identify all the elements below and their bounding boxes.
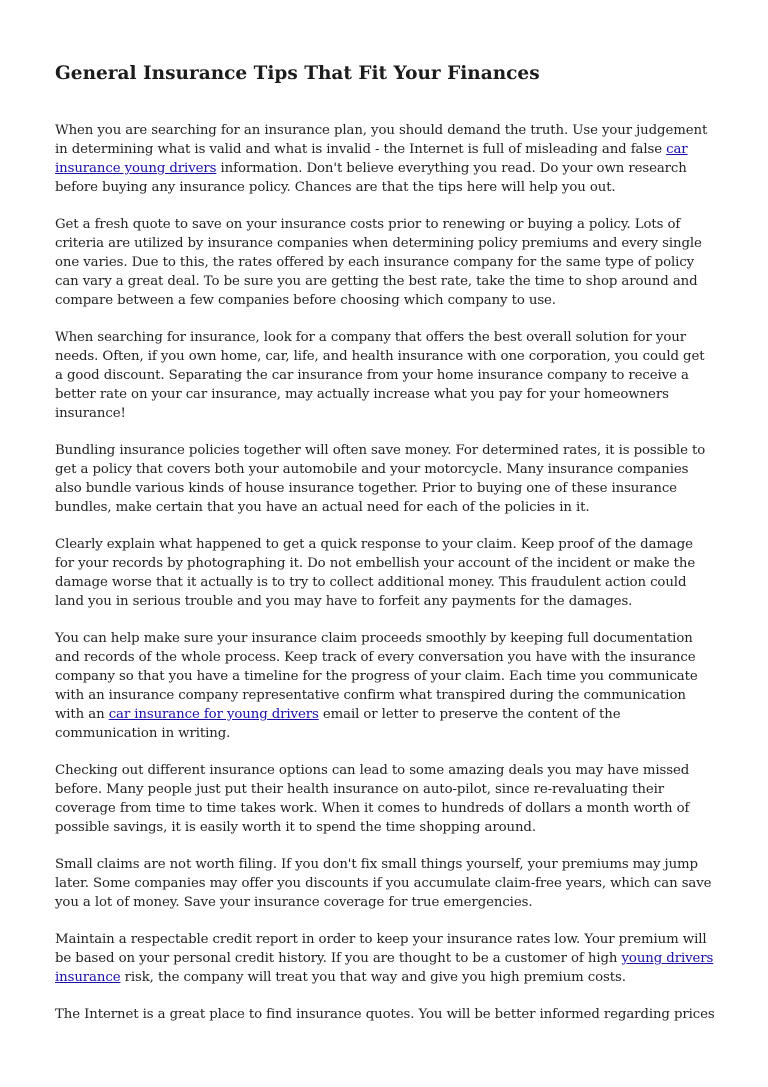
- paragraph-4: Bundling insurance policies together will often save money. For determined rates, it is possible to get a policy that covers both your automobile and your motorcycle. Many insurance companies also bundle various kinds of house insurance together. Prior to buying one of these insurance bundles, make certain that you have an actual need for each of the policies in it.: [55, 443, 706, 515]
- paragraph-6: [55, 629, 715, 743]
- car-insurance-young-drivers-link[interactable]: car insurance young drivers: [55, 142, 688, 176]
- document-body: [55, 121, 715, 1042]
- paragraph-3: When searching for insurance, look for a company that offers the best overall solution for your needs. Often, if you own home, car, life, and health insurance with one corporation, you could get a good discount. Separating the car insurance from your home insurance company to receive a better rate on your car insurance, may actually increase what you pay for your homeowners insurance!: [55, 330, 705, 421]
- paragraph-1: [55, 121, 715, 197]
- document-title: General Insurance Tips That Fit Your Finances: [55, 63, 540, 84]
- paragraph-text: risk, the company will treat you that way and give you high premium costs.: [120, 970, 626, 985]
- paragraph-9: [55, 930, 715, 987]
- paragraph-text: information. Don't believe everything you read. Do your own research before buying any insurance policy. Chances are that the tips here will help you out.: [55, 161, 687, 195]
- paragraph-text: email or letter to preserve the content of the communication in writing.: [55, 707, 621, 741]
- paragraph-text: You can help make sure your insurance claim proceeds smoothly by keeping full documentation and records of the whole process. Keep track of every conversation you have with the insurance company so that you have a timeline for the progress of your claim. Each time you communicate with an insurance company representative confirm what transpired during the communication with an: [55, 631, 698, 722]
- paragraph-2: Get a fresh quote to save on your insurance costs prior to renewing or buying a policy. Lots of criteria are utilized by insurance companies when determining policy premiums and every single one varies. Due to this, the rates offered by each insurance company for the same type of policy can vary a great deal. To be sure you are getting the best rate, take the time to shop around and compare between a few companies before choosing which company to use.: [55, 217, 702, 308]
- paragraph-8: Small claims are not worth filing. If you don't fix small things yourself, your premiums may jump later. Some companies may offer you discounts if you accumulate claim-free years, which can save you a lot of money. Save your insurance coverage for true emergencies.: [55, 857, 712, 910]
- paragraph-text: Maintain a respectable credit report in order to keep your insurance rates low. Your premium will be based on your personal credit history. If you are thought to be a customer of high: [55, 932, 707, 966]
- paragraph-5: Clearly explain what happened to get a quick response to your claim. Keep proof of the damage for your records by photographing it. Do not embellish your account of the incident or make the damage worse that it actually is to try to collect additional money. This fraudulent action could land you in serious trouble and you may have to forfeit any payments for the damages.: [55, 537, 696, 609]
- paragraph-7: Checking out different insurance options can lead to some amazing deals you may have missed before. Many people just put their health insurance on auto-pilot, since re-revaluating their coverage from time to time takes work. When it comes to hundreds of dollars a month worth of possible savings, it is easily worth it to spend the time shopping around.: [55, 763, 690, 835]
- paragraph-text: When you are searching for an insurance plan, you should demand the truth. Use your judgement in determining what is valid and what is invalid - the Internet is full of misleading and false: [55, 123, 708, 157]
- paragraph-10: The Internet is a great place to find insurance quotes. You will be better informed regarding prices: [55, 1007, 715, 1022]
- car-insurance-for-young-drivers-link[interactable]: car insurance for young drivers: [108, 707, 319, 722]
- young-drivers-insurance-link[interactable]: young drivers insurance: [55, 951, 714, 985]
